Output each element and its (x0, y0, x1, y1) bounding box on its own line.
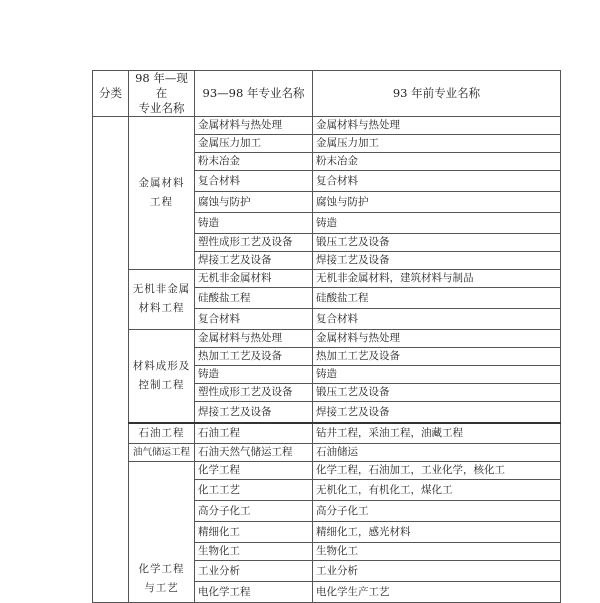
group-name-cell (129, 116, 195, 269)
old-name-cell: 化学工程，石油加工，工业化学，核化工 (313, 461, 561, 479)
mid-name-cell: 石油工程 (195, 423, 313, 443)
old-name-cell: 热加工工艺及设备 (313, 347, 561, 365)
group-name-line1: 金属材料 (138, 176, 185, 189)
table-row (93, 329, 561, 347)
header-mid-name: 93—98 年专业名称 (195, 71, 313, 117)
old-name-cell: 锻压工艺及设备 (313, 233, 561, 251)
old-name-cell: 金属压力加工 (313, 134, 561, 152)
old-name-cell: 铸造 (313, 365, 561, 383)
mid-name-cell: 精细化工 (195, 521, 313, 542)
group-name-line2: 材料工程 (138, 302, 185, 315)
old-name-cell: 高分子化工 (313, 500, 561, 521)
mid-name-cell: 焊接工艺及设备 (195, 251, 313, 269)
mid-name-cell: 工业分析 (195, 560, 313, 581)
major-name-table (92, 70, 561, 603)
mid-name-cell: 化学工程 (195, 461, 313, 479)
table-row (93, 269, 561, 287)
old-name-cell: 生物化工 (313, 542, 561, 560)
mid-name-cell: 焊接工艺及设备 (195, 401, 313, 423)
mid-name-cell: 热加工工艺及设备 (195, 347, 313, 365)
group-name-line2: 与工艺 (144, 581, 179, 594)
header-row (93, 71, 561, 117)
mid-name-cell: 金属材料与热处理 (195, 116, 313, 134)
old-name-cell: 复合材料 (313, 170, 561, 191)
old-name-cell: 锻压工艺及设备 (313, 383, 561, 401)
mid-name-cell: 硅酸盐工程 (195, 287, 313, 308)
category-cell (93, 116, 129, 602)
old-name-cell: 钻井工程，采油工程，油藏工程 (313, 423, 561, 443)
mid-name-cell: 化工工艺 (195, 479, 313, 500)
table-row (93, 461, 561, 479)
old-name-cell: 硅酸盐工程 (313, 287, 561, 308)
old-name-cell: 无机非金属材料，建筑材料与制品 (313, 269, 561, 287)
mid-name-cell: 铸造 (195, 365, 313, 383)
table-row (93, 443, 561, 461)
group-name-cell (129, 329, 195, 423)
table-row (93, 116, 561, 134)
group-name-cell (129, 269, 195, 329)
header-category: 分类 (93, 71, 129, 117)
old-name-cell: 腐蚀与防护 (313, 191, 561, 212)
old-name-cell: 复合材料 (313, 308, 561, 329)
mid-name-cell: 高分子化工 (195, 500, 313, 521)
old-name-cell: 金属材料与热处理 (313, 329, 561, 347)
group-name-line2: 控制工程 (138, 378, 185, 391)
old-name-cell: 电化学生产工艺 (313, 581, 561, 602)
mid-name-cell: 金属材料与热处理 (195, 329, 313, 347)
old-name-cell: 精细化工，感光材料 (313, 521, 561, 542)
old-name-cell: 工业分析 (313, 560, 561, 581)
mid-name-cell: 无机非金属材料 (195, 269, 313, 287)
old-name-cell: 焊接工艺及设备 (313, 251, 561, 269)
old-name-cell: 石油储运 (313, 443, 561, 461)
mid-name-cell: 复合材料 (195, 308, 313, 329)
mid-name-cell: 铸造 (195, 212, 313, 233)
mid-name-cell: 金属压力加工 (195, 134, 313, 152)
group-name-cell (129, 461, 195, 602)
mid-name-cell: 复合材料 (195, 170, 313, 191)
header-current-line2: 专业名称 (138, 100, 185, 115)
old-name-cell: 铸造 (313, 212, 561, 233)
old-name-cell: 金属材料与热处理 (313, 116, 561, 134)
mid-name-cell: 石油天然气储运工程 (195, 443, 313, 461)
mid-name-cell: 腐蚀与防护 (195, 191, 313, 212)
old-name-cell: 无机化工，有机化工，煤化工 (313, 479, 561, 500)
header-current-name (129, 71, 195, 117)
table-row (93, 423, 561, 443)
mid-name-cell: 粉末冶金 (195, 152, 313, 170)
group-name-cell: 石油工程 (129, 423, 195, 443)
header-current-line1: 98 年—现在 (135, 71, 188, 100)
group-name-cell: 油气储运工程 (129, 443, 195, 461)
group-name-line2: 工程 (150, 195, 173, 208)
mid-name-cell: 电化学工程 (195, 581, 313, 602)
group-name-line1: 无机非金属 (132, 283, 191, 296)
mid-name-cell: 塑性成形工艺及设备 (195, 383, 313, 401)
group-name-line1: 材料成形及 (132, 359, 191, 372)
mid-name-cell: 生物化工 (195, 542, 313, 560)
group-name-line1: 化学工程 (138, 563, 185, 576)
old-name-cell: 焊接工艺及设备 (313, 401, 561, 423)
mid-name-cell: 塑性成形工艺及设备 (195, 233, 313, 251)
table-body (93, 116, 561, 602)
old-name-cell: 粉末冶金 (313, 152, 561, 170)
header-old-name: 93 年前专业名称 (313, 71, 561, 117)
